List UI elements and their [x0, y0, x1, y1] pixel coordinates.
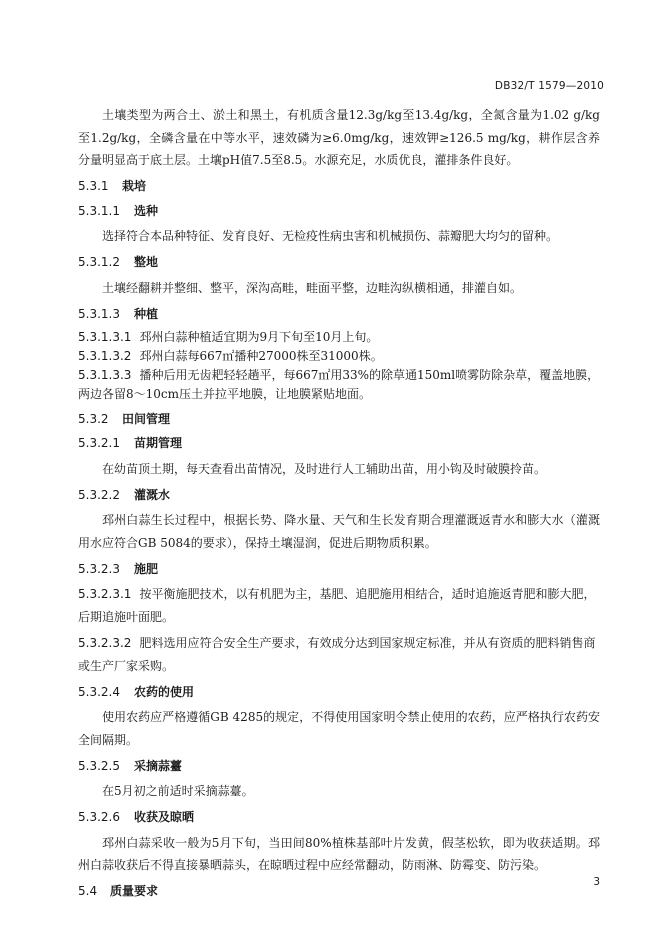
- section-number: 5.3.2: [78, 411, 109, 426]
- item-number: 5.3.2.3.1: [78, 587, 132, 601]
- section-title: 田间管理: [122, 411, 171, 426]
- section-number: 5.3.2.2: [78, 487, 120, 502]
- section-5-3-1-3-heading: [78, 304, 600, 324]
- page-number: 3: [593, 876, 600, 888]
- section-title: 选种: [134, 203, 159, 218]
- planting-item: [78, 366, 600, 404]
- section-title: 农药的使用: [134, 684, 195, 699]
- section-5-3-2-1-heading: [78, 433, 600, 453]
- section-number: 5.3.2.3: [78, 561, 120, 576]
- harvest-drying-paragraph: 邳州白蒜采收一般为5月下旬，当田间80%植株基部叶片发黄，假茎松软，即为收获适期。邳州白蒜收获后不得直接暴晒蒜头，在晾晒过程中应经常翻动，防雨淋、防霉变、防污染。: [78, 835, 600, 872]
- fertilization-item: [78, 632, 600, 677]
- planting-item: [78, 347, 600, 366]
- item-text: 按平衡施肥技术，以有机肥为主，基肥、追肥施用相结合，适时追施返青肥和膨大肥，后期追施叶面肥。: [78, 587, 596, 624]
- item-number: 5.3.1.3.1: [78, 330, 132, 344]
- section-number: 5.3.1.1: [78, 203, 120, 218]
- pesticide-use-paragraph: 使用农药应严格遵循GB 4285的规定，不得使用国家明令禁止使用的农药，应严格执行农药安全间隔期。: [78, 710, 600, 747]
- section-title: 种植: [134, 306, 159, 321]
- seed-selection-paragraph: 选择符合本品种特征、发育良好、无检疫性病虫害和机械损伤、蒜瓣肥大均匀的留种。: [102, 229, 559, 243]
- section-5-3-2-5-heading: [78, 756, 600, 776]
- item-text: 肥料选用应符合安全生产要求，有效成分达到国家规定标准，并从有资质的肥料销售商或生产厂家采购。: [78, 636, 596, 673]
- section-5-3-2-3-heading: [78, 559, 600, 579]
- page-content: [78, 104, 600, 906]
- section-5-3-2-heading: [78, 409, 600, 429]
- scape-picking-paragraph: 在5月初之前适时采摘蒜薹。: [102, 784, 254, 798]
- item-text: 播种后用无齿耙轻轻趟平，每667㎡用33%的除草通150ml喷雾防除杂草，覆盖地膜，两边各留8～10cm压土并拉平地膜，让地膜紧贴地面。: [78, 368, 600, 401]
- section-title: 灌溉水: [134, 487, 171, 502]
- section-title: 采摘蒜薹: [134, 758, 183, 773]
- section-5-3-2-4-heading: [78, 682, 600, 702]
- section-title: 质量要求: [110, 884, 159, 898]
- section-number: 5.3.2.1: [78, 436, 120, 450]
- seedling-management-paragraph: 在幼苗顶土期，每天查看出苗情况，及时进行人工辅助出苗，用小钩及时破膜拎苗。: [102, 461, 547, 476]
- section-5-3-1-2-heading: [78, 252, 600, 272]
- section-5-3-1-1-heading: [78, 201, 600, 221]
- soil-description-paragraph: 土壤类型为两合土、淤土和黑土，有机质含量12.3g/kg至13.4g/kg，全氮含量为1.02 g/kg至1.2g/kg，全磷含量在中等水平，速效磷为≥6.0mg/kg，速效钾≥126.5 mg/kg，耕作层含养分量明显高于底土层。土壤pH值7.5至8.5。水源充足，水质优良，灌排条件良好。: [78, 108, 600, 167]
- section-number: 5.3.2.5: [78, 758, 120, 773]
- irrigation-paragraph: 邳州白蒜生长过程中，根据长势、降水量、天气和生长发育期合理灌溉返青水和膨大水（灌溉用水应符合GB 5084的要求），保持土壤湿润，促进后期物质积累。: [78, 513, 600, 550]
- section-title: 收获及晾晒: [134, 810, 195, 824]
- item-text: 邳州白蒜每667㎡播种27000株至31000株。: [139, 349, 383, 363]
- planting-item: [78, 328, 600, 347]
- item-number: 5.3.2.3.2: [78, 636, 132, 650]
- section-number: 5.4: [78, 884, 98, 898]
- section-title: 苗期管理: [134, 436, 183, 450]
- section-number: 5.3.1.2: [78, 255, 120, 269]
- section-number: 5.3.2.6: [78, 810, 120, 824]
- section-title: 栽培: [122, 179, 147, 193]
- section-5-3-2-6-heading: [78, 807, 600, 827]
- section-title: 整地: [134, 255, 159, 269]
- item-number: 5.3.1.3.3: [78, 368, 132, 382]
- section-title: 施肥: [134, 561, 159, 576]
- section-5-3-1-heading: [78, 176, 600, 196]
- fertilization-item: [78, 583, 600, 628]
- section-5-4-heading: [78, 881, 600, 901]
- section-number: 5.3.2.4: [78, 684, 120, 699]
- section-5-3-2-2-heading: [78, 485, 600, 505]
- item-number: 5.3.1.3.2: [78, 349, 132, 363]
- section-number: 5.3.1.3: [78, 306, 120, 321]
- land-preparation-paragraph: 土壤经翻耕并整细、整平，深沟高畦，畦面平整，边畦沟纵横相通，排灌自如。: [102, 280, 523, 295]
- standard-code-header: DB32/T 1579—2010: [494, 80, 604, 92]
- section-number: 5.3.1: [78, 179, 109, 193]
- item-text: 邳州白蒜种植适宜期为9月下旬至10月上旬。: [139, 330, 379, 344]
